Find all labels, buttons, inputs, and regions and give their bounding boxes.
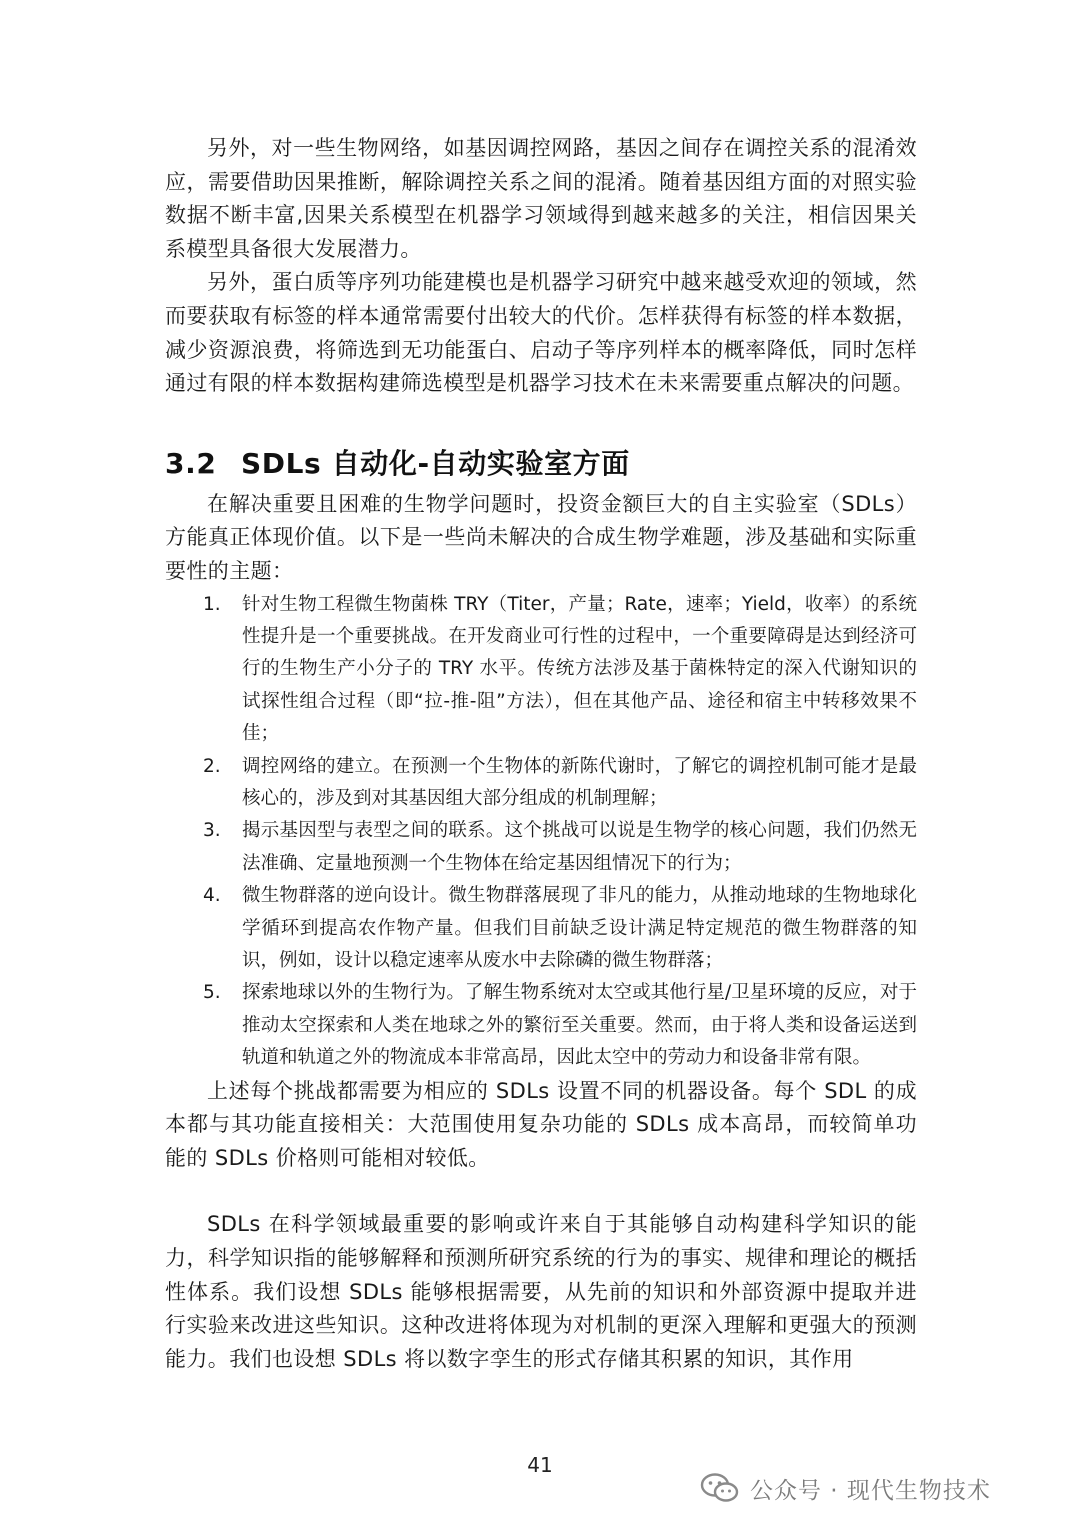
list-item <box>165 815 917 880</box>
section-heading <box>165 444 917 484</box>
list-item <box>165 977 917 1074</box>
watermark <box>700 1468 991 1508</box>
list-item-text: 揭示基因型与表型之间的联系。这个挑战可以说是生物学的核心问题，我们仍然无法准确、定量地预测一个生物体在给定基因组情况下的行为； <box>242 820 917 874</box>
section-title: SDLs 自动化-自动实验室方面 <box>241 446 630 480</box>
list-item-number: 3. <box>203 820 221 842</box>
section-number: 3.2 <box>165 446 217 480</box>
list-item-text: 针对生物工程微生物菌株 TRY（Titer，产量；Rate，速率；Yield，收率）的系统性提升是一个重要挑战。在开发商业可行性的过程中，一个重要障碍是达到经济可行的生物生产小分子的 TRY 水平。传统方法涉及基于菌株特定的深入代谢知识的试探性组合过程（即“拉-推-阻”方法），但在其他产品、途径和宿主中转移效果不佳； <box>242 593 917 745</box>
page-content <box>165 132 917 1376</box>
list-item-number: 1. <box>203 593 221 615</box>
paragraph-after-list: 上述每个挑战都需要为相应的 SDLs 设置不同的机器设备。每个 SDL 的成本都与其功能直接相关：大范围使用复杂功能的 SDLs 成本高昂，而较简单功能的 SDLs 价格则可能相对较低。 <box>165 1078 917 1170</box>
section-intro: 在解决重要且困难的生物学问题时，投资金额巨大的自主实验室（SDLs）方能真正体现价值。以下是一些尚未解决的合成生物学难题，涉及基础和实际重要性的主题： <box>165 491 917 583</box>
list-item <box>165 751 917 816</box>
paragraph-closing: SDLs 在科学领域最重要的影响或许来自于其能够自动构建科学知识的能力，科学知识指的能够解释和预测所研究系统的行为的事实、规律和理论的概括性体系。我们设想 SDLs 能够根据需要，从先前的知识和外部资源中提取并进行实验来改进这些知识。这种改进将体现为对机制的更深入理解和更强大的预测能力。我们也设想 SDLs 将以数字孪生的形式存储其积累的知识，其作用 <box>165 1212 917 1371</box>
wechat-icon <box>700 1472 740 1504</box>
watermark-text: 公众号 · 现代生物技术 <box>750 1477 991 1504</box>
list-item-number: 2. <box>203 755 221 777</box>
list-item-text: 调控网络的建立。在预测一个生物体的新陈代谢时，了解它的调控机制可能才是最核心的，涉及到对其基因组大部分组成的机制理解； <box>242 755 917 809</box>
list-item <box>165 880 917 977</box>
list-item-number: 4. <box>203 885 221 907</box>
list-item-text: 微生物群落的逆向设计。微生物群落展现了非凡的能力，从推动地球的生物地球化学循环到提高农作物产量。但我们目前缺乏设计满足特定规范的微生物群落的知识，例如，设计以稳定速率从废水中去除磷的微生物群落； <box>242 885 917 971</box>
list-item <box>165 589 917 751</box>
paragraph-gap <box>165 1175 917 1208</box>
paragraph-causal-inference: 另外，对一些生物网络，如基因调控网路，基因之间存在调控关系的混淆效应，需要借助因果推断，解除调控关系之间的混淆。随着基因组方面的对照实验数据不断丰富,因果关系模型在机器学习领域得到越来越多的关注，相信因果关系模型具备很大发展潜力。 <box>165 136 917 261</box>
list-item-number: 5. <box>203 982 221 1004</box>
list-item-text: 探索地球以外的生物行为。了解生物系统对太空或其他行星/卫星环境的反应，对于推动太空探索和人类在地球之外的繁衍至关重要。然而，由于将人类和设备运送到轨道和轨道之外的物流成本非常高昂，因此太空中的劳动力和设备非常有限。 <box>242 982 917 1069</box>
challenge-list <box>165 589 917 1075</box>
paragraph-protein-sequence: 另外，蛋白质等序列功能建模也是机器学习研究中越来越受欢迎的领域，然而要获取有标签的样本通常需要付出较大的代价。怎样获得有标签的样本数据，减少资源浪费，将筛选到无功能蛋白、启动子等序列样本的概率降低，同时怎样通过有限的样本数据构建筛选模型是机器学习技术在未来需要重点解决的问题。 <box>165 270 917 396</box>
page-number: 41 <box>527 1453 553 1477</box>
